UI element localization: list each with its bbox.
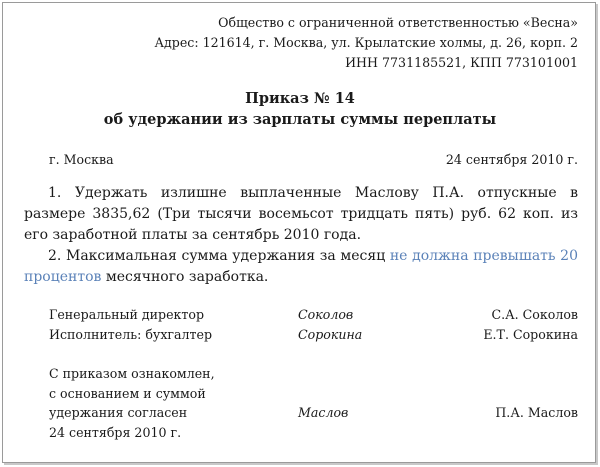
- signer-role: Генеральный директор: [49, 307, 205, 322]
- signer-signature: Соколов: [298, 307, 354, 322]
- ack-date: 24 сентября 2010 г.: [49, 424, 182, 440]
- ack-line: С приказом ознакомлен,: [49, 366, 215, 381]
- signer-name: С.А. Соколов: [491, 307, 578, 322]
- signer-signature: Сорокина: [298, 326, 363, 342]
- city: г. Москва: [49, 152, 114, 167]
- order-body: [24, 183, 578, 288]
- signatures-block: [49, 305, 578, 344]
- order-item-2-end: месячного заработка.: [101, 269, 269, 285]
- place-date-line: [49, 152, 578, 167]
- order-date: 24 сентября 2010 г.: [445, 152, 578, 167]
- order-title: [0, 88, 600, 130]
- signature-row: [49, 305, 578, 325]
- company-name: Общество с ограниченной ответственностью «Весна»: [218, 15, 578, 30]
- ack-line: удержания согласен: [49, 405, 188, 420]
- company-header: [154, 13, 578, 73]
- company-inn-kpp: ИНН 7731185521, КПП 773101001: [345, 55, 578, 70]
- acknowledgement-text: [49, 364, 298, 442]
- company-address: Адрес: 121614, г. Москва, ул. Крылатские холмы, д. 26, корп. 2: [154, 35, 578, 50]
- order-item-1: 1. Удержать излишне выплаченные Маслову П.А. отпускные в размере 3835,62 (Три тысячи восемьсот тридцать пять) руб. 62 коп. из его заработной платы за сентябрь 2010 года.: [24, 185, 578, 243]
- signer-role: Исполнитель: бухгалтер: [49, 326, 213, 342]
- ack-line: с основанием и суммой: [49, 385, 206, 401]
- signer-name: Е.Т. Сорокина: [483, 326, 578, 342]
- limit-link[interactable]: не должна превышать 20 процентов: [24, 248, 578, 285]
- employee-name: П.А. Маслов: [495, 405, 578, 420]
- order-item-2-start: 2. Максимальная сумма удержания за месяц: [48, 248, 390, 264]
- employee-signature: Маслов: [298, 405, 349, 420]
- order-subject: об удержании из зарплаты суммы переплаты: [103, 111, 497, 128]
- order-item-2: [24, 246, 578, 288]
- signature-row: [49, 325, 578, 345]
- order-number: Приказ № 14: [245, 90, 355, 107]
- acknowledgement-block: [49, 364, 578, 442]
